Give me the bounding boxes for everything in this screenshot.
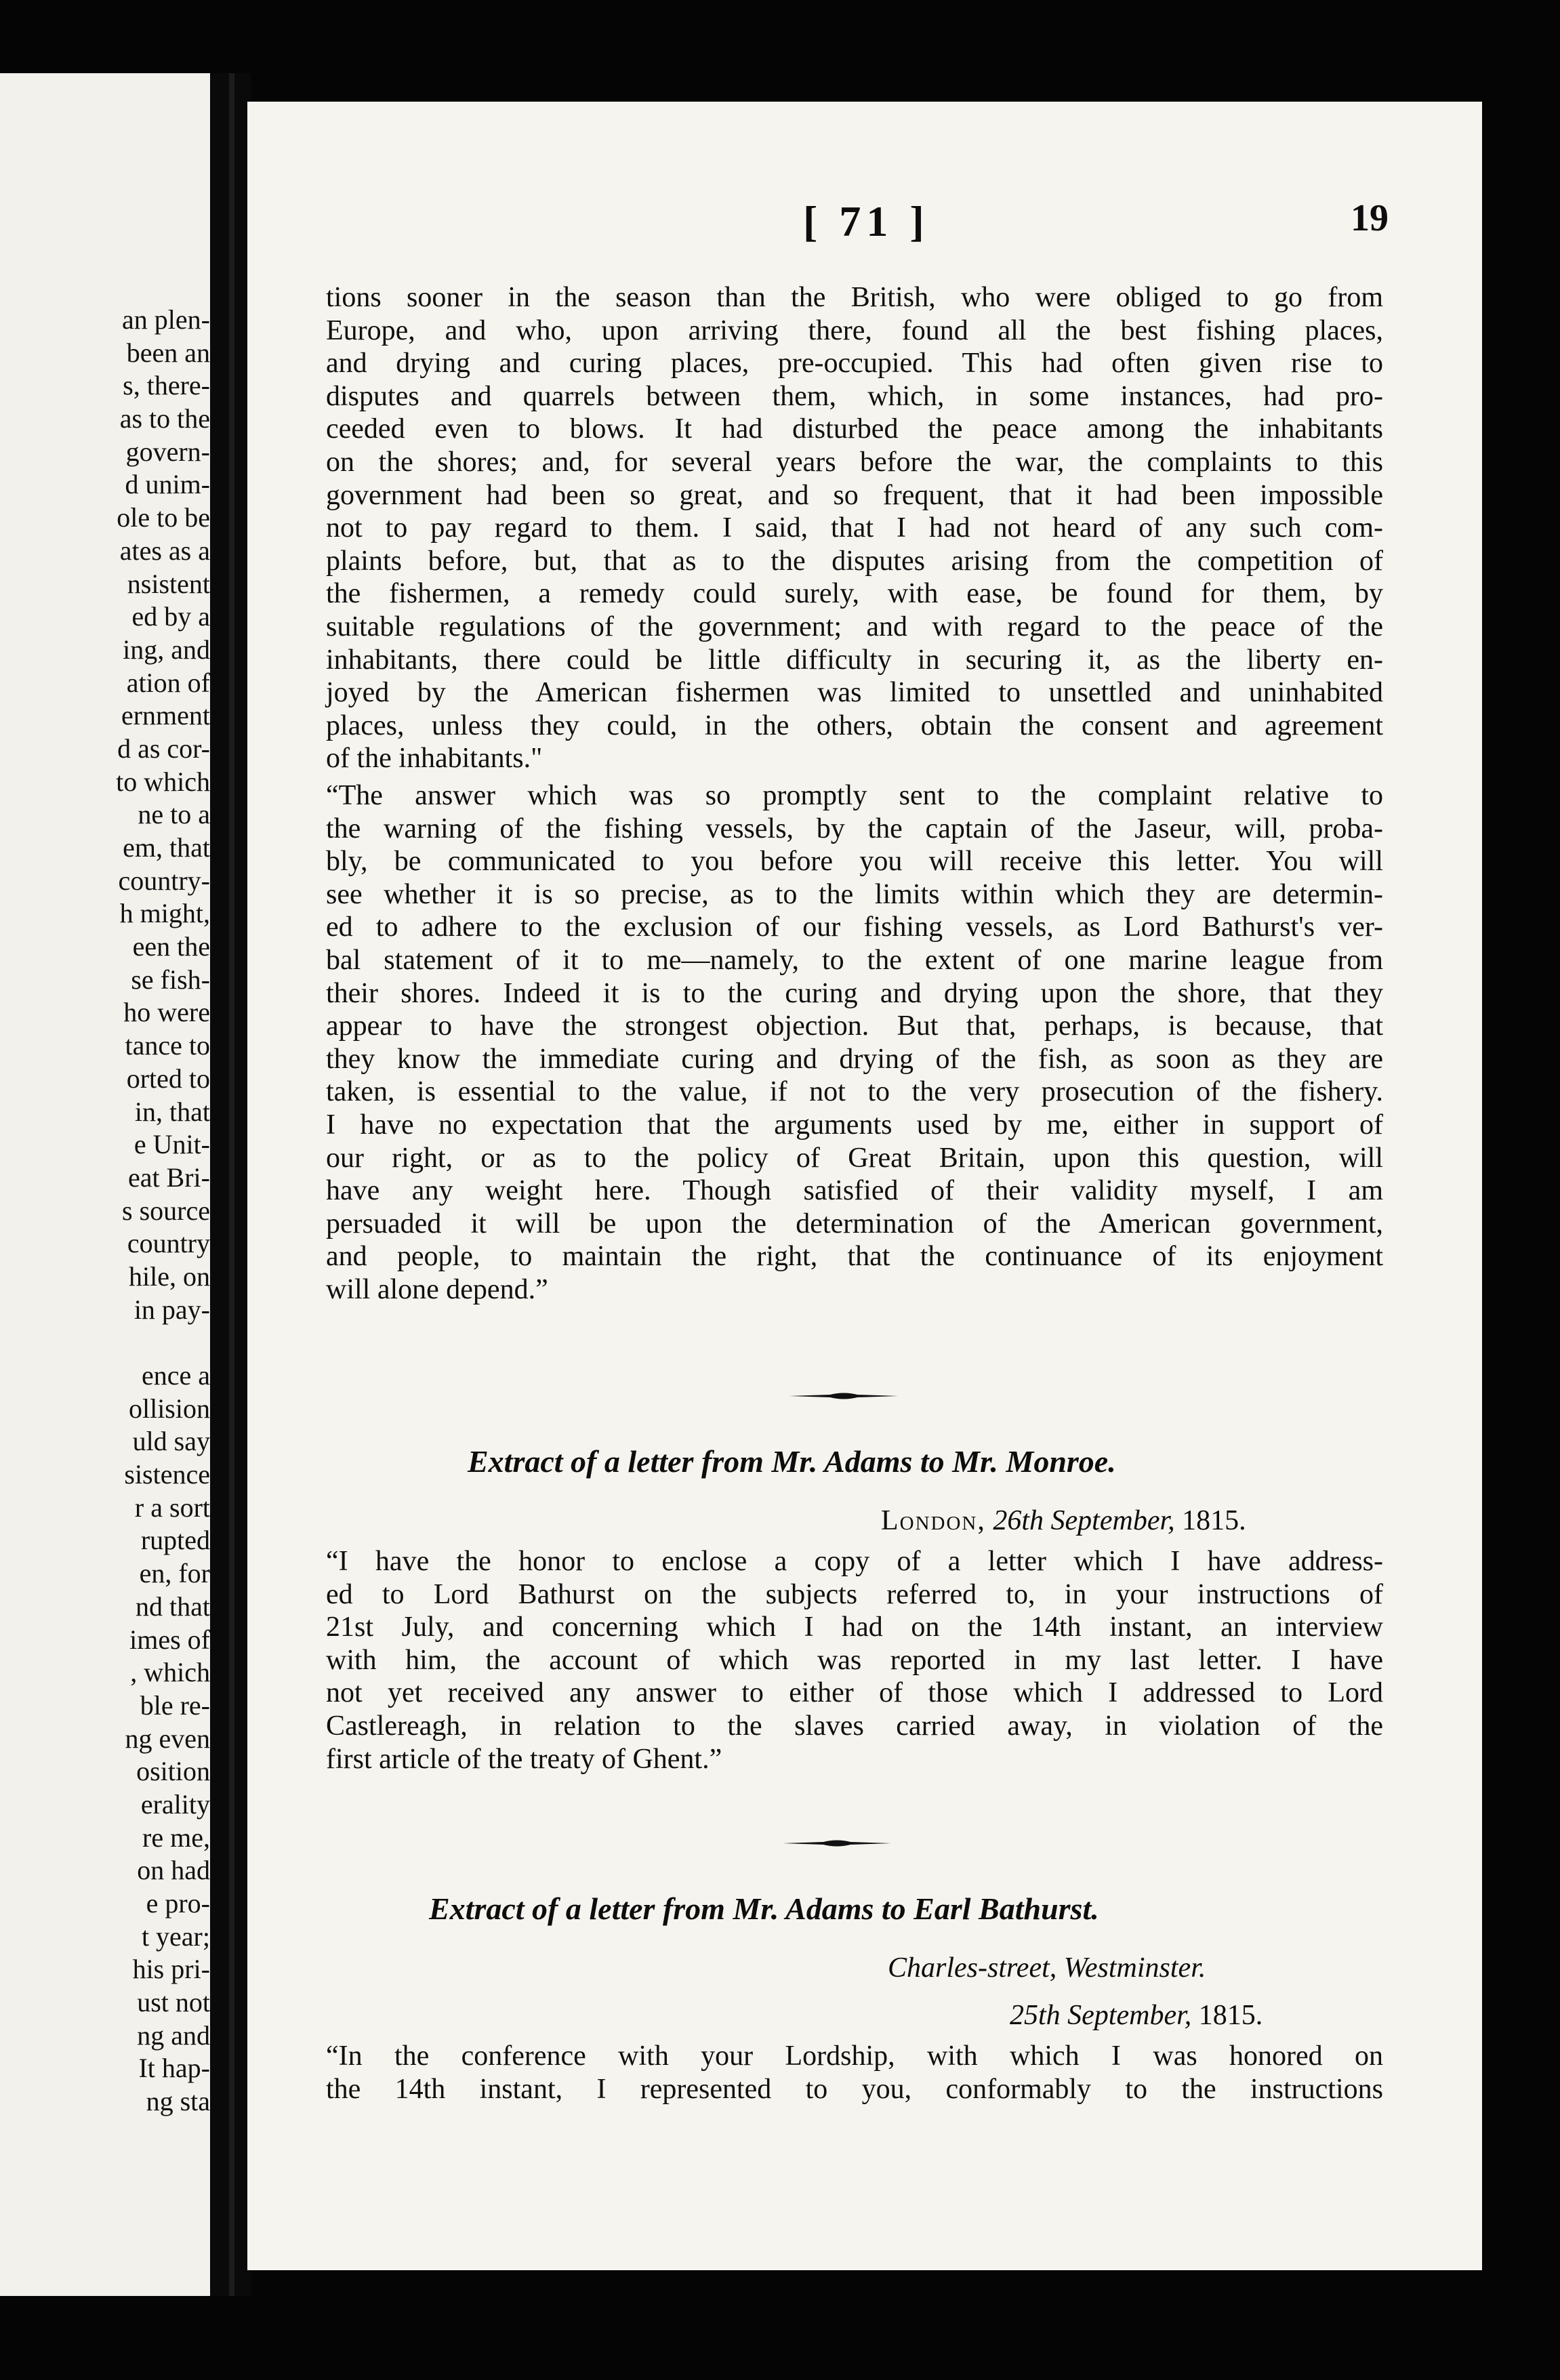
left-page-line: his pri-: [132, 1954, 210, 1985]
left-page-line: osition: [136, 1756, 210, 1787]
left-page-line: ne to a: [138, 799, 210, 830]
left-page-line: imes of: [129, 1624, 210, 1655]
text-line: on the shores; and, for several years before the war, the complaints to this: [326, 446, 1383, 478]
signature-mark: 19: [1351, 197, 1389, 239]
page-number: [ 71 ]: [803, 197, 930, 245]
left-page-line: ernment: [121, 700, 210, 731]
letter-body-bathurst: [326, 2040, 1383, 2106]
left-page-line: se fish-: [131, 964, 210, 995]
letter-body-monroe: [326, 1545, 1383, 1776]
left-page-line: e pro-: [146, 1888, 210, 1919]
left-page-line: uld say: [132, 1426, 210, 1457]
left-page-line: r a sort: [134, 1492, 210, 1523]
text-line: and drying and curing places, pre-occupied. This had often given rise to: [326, 348, 1383, 379]
text-line: ceeded even to blows. It had disturbed the peace among the inhabitants: [326, 413, 1383, 445]
left-page-line: orted to: [126, 1063, 210, 1094]
book-gutter: [210, 73, 251, 2296]
left-page-line: It hap-: [138, 2053, 210, 2084]
text-line: their shores. Indeed it is to the curing and drying upon the shore, that they: [326, 977, 1383, 1009]
text-line: 21st July, and concerning which I had on the 14th instant, an interview: [326, 1612, 1383, 1643]
dateline-london: [881, 1504, 1246, 1537]
left-page-line: country: [127, 1228, 210, 1259]
left-page-line: nd that: [136, 1591, 210, 1622]
text-line: Castlereagh, in relation to the slaves carried away, in violation of the: [326, 1710, 1383, 1742]
left-page-line: ollision: [128, 1393, 210, 1424]
text-line: appear to have the strongest objection. But that, perhaps, is because, that: [326, 1010, 1383, 1042]
text-line: the fishermen, a remedy could surely, with ease, be found for them, by: [326, 578, 1383, 610]
dateline-westminster: [1010, 1999, 1263, 2032]
left-page-line: erality: [140, 1788, 210, 1820]
dateline-year: 1815.: [1198, 2000, 1263, 2031]
page-header: [247, 197, 1482, 251]
text-line: bal statement of it to me—namely, to the extent of one marine league from: [326, 944, 1383, 976]
left-page-line: ng sta: [146, 2086, 210, 2117]
left-page-line: as to the: [119, 403, 210, 434]
left-page-line: e Unit-: [134, 1129, 210, 1160]
left-page-line: country-: [118, 865, 210, 896]
text-line: ed to Lord Bathurst on the subjects referred to, in your instructions of: [326, 1578, 1383, 1610]
text-line: “I have the honor to enclose a copy of a letter which I have address-: [326, 1546, 1383, 1577]
text-line: the warning of the fishing vessels, by the captain of the Jaseur, will, proba-: [326, 813, 1383, 844]
left-page-line: sistence: [124, 1459, 210, 1490]
left-page-line: [116, 1326, 210, 1359]
text-line: inhabitants, there could be little difficulty in securing it, as the liberty en-: [326, 644, 1383, 676]
book-page: [247, 102, 1482, 2270]
paragraph-answer: [326, 779, 1383, 1307]
left-page-line: on had: [137, 1855, 210, 1886]
left-page-line: em, that: [123, 832, 210, 863]
left-page-line: hile, on: [129, 1260, 210, 1292]
left-page-line: to which: [116, 766, 210, 797]
dateline-day: 26th September,: [993, 1505, 1175, 1536]
left-facing-page: [0, 73, 210, 2296]
text-line: I have no expectation that the arguments used by me, either in support of: [326, 1109, 1383, 1141]
left-page-line: in pay-: [134, 1294, 210, 1325]
left-page-line: ing, and: [123, 634, 210, 665]
text-line: our right, or as to the policy of Great Britain, upon this question, will: [326, 1142, 1383, 1174]
left-page-line: ho were: [123, 997, 210, 1028]
text-line: of the inhabitants.": [326, 743, 543, 775]
left-page-line: ed by a: [131, 601, 210, 632]
text-line: Europe, and who, upon arriving there, found all the best fishing places,: [326, 314, 1383, 346]
left-page-line: , which: [130, 1657, 210, 1688]
text-line: will alone depend.”: [326, 1273, 548, 1305]
left-page-line: s source: [122, 1195, 210, 1226]
left-page-line: re me,: [142, 1822, 210, 1853]
rule-ornament-icon: [783, 1837, 891, 1850]
text-line: ed to adhere to the exclusion of our fishing vessels, as Lord Bathurst's ver-: [326, 911, 1383, 943]
left-page-line: h might,: [119, 898, 210, 929]
left-page-line: ng and: [137, 2019, 210, 2051]
left-page-line: in, that: [134, 1096, 210, 1127]
gutter-seam: [229, 73, 234, 2296]
left-page-line: ust not: [137, 1987, 210, 2018]
dateline-day: 25th September,: [1010, 2000, 1192, 2031]
text-line: and people, to maintain the right, that the continuance of its enjoyment: [326, 1241, 1383, 1273]
text-line: with him, the account of which was reported in my last letter. I have: [326, 1644, 1383, 1676]
left-page-line: govern-: [125, 436, 210, 467]
left-page-text-column: [116, 304, 210, 2118]
left-page-line: ation of: [126, 667, 210, 698]
left-page-line: been an: [126, 337, 210, 368]
section-heading-monroe: Extract of a letter from Mr. Adams to Mr. Monroe.: [468, 1444, 1116, 1479]
left-page-line: rupted: [140, 1525, 210, 1556]
text-line: bly, be communicated to you before you will receive this letter. You will: [326, 846, 1383, 878]
text-line: have any weight here. Though satisfied of their validity myself, I am: [326, 1175, 1383, 1207]
left-page-line: s, there-: [123, 370, 210, 401]
text-line: joyed by the American fishermen was limited to unsettled and uninhabited: [326, 677, 1383, 709]
text-line: places, unless they could, in the others, obtain the consent and agreement: [326, 710, 1383, 741]
left-page-line: t year;: [141, 1921, 210, 1952]
left-page-line: an plen-: [122, 304, 210, 335]
dateline-place: London,: [881, 1505, 986, 1536]
left-page-line: en, for: [139, 1558, 210, 1589]
text-line: disputes and quarrels between them, which, in some instances, had pro-: [326, 380, 1383, 412]
text-line: not to pay regard to them. I said, that I had not heard of any such com-: [326, 512, 1383, 544]
left-page-line: ates as a: [119, 535, 210, 566]
text-line: government had been so great, and so frequent, that it had been impossible: [326, 479, 1383, 511]
left-page-line: een the: [132, 931, 210, 962]
text-line: plaints before, but, that as to the disputes arising from the competition of: [326, 545, 1383, 577]
left-page-line: d unim-: [125, 469, 210, 500]
left-page-line: eat Bri-: [127, 1162, 210, 1193]
left-page-line: ole to be: [117, 502, 210, 533]
text-line: not yet received any answer to either of those which I addressed to Lord: [326, 1677, 1383, 1709]
text-line: “The answer which was so promptly sent to the complaint relative to: [326, 780, 1383, 811]
dateline-year: 1815.: [1182, 1505, 1246, 1536]
text-line: persuaded it will be upon the determination of the American government,: [326, 1208, 1383, 1239]
left-page-line: d as cor-: [117, 733, 210, 764]
text-line: “In the conference with your Lordship, with which I was honored on: [326, 2040, 1383, 2072]
left-page-line: tance to: [125, 1030, 210, 1061]
text-line: they know the immediate curing and drying of the fish, as soon as they are: [326, 1043, 1383, 1075]
rule-ornament-icon: [789, 1389, 898, 1403]
text-line: see whether it is so precise, as to the limits within which they are determin-: [326, 878, 1383, 910]
section-heading-bathurst: Extract of a letter from Mr. Adams to Earl Bathurst.: [429, 1891, 1099, 1926]
text-line: the 14th instant, I represented to you, conformably to the instructions: [326, 2073, 1383, 2105]
paragraph-continued: [326, 281, 1383, 775]
left-page-line: ble re-: [140, 1689, 210, 1721]
left-page-line: nsistent: [127, 568, 210, 599]
text-line: suitable regulations of the government; and with regard to the peace of the: [326, 611, 1383, 642]
left-page-line: ng even: [125, 1723, 210, 1754]
text-line: taken, is essential to the value, if not to the very prosecution of the fishery.: [326, 1076, 1383, 1108]
text-line: first article of the treaty of Ghent.”: [326, 1743, 722, 1775]
left-page-line: ence a: [141, 1360, 210, 1391]
text-line: tions sooner in the season than the British, who were obliged to go from: [326, 282, 1383, 313]
dateline-address: Charles-street, Westminster.: [888, 1952, 1206, 1984]
